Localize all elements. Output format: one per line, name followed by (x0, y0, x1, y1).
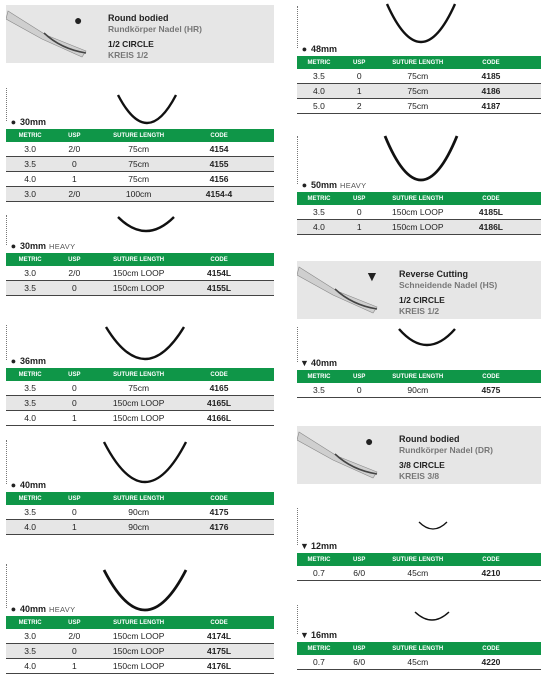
suture-length-cell: 150cm LOOP (392, 207, 444, 217)
product-code-cell: 4187 (481, 101, 501, 111)
spec-table-header (6, 492, 274, 505)
column-header-length: SUTURE LENGTH (392, 645, 444, 652)
metric-cell: 4.0 (313, 86, 325, 96)
spec-table (297, 56, 541, 114)
usp-cell: 0 (71, 507, 77, 517)
dotted-guide-line (297, 6, 298, 48)
dot-bullet-icon: ● (10, 241, 17, 251)
column-header-length: SUTURE LENGTH (392, 556, 444, 563)
metric-cell: 4.0 (313, 222, 325, 232)
table-row (297, 220, 541, 235)
column-header-metric: METRIC (18, 256, 42, 263)
column-header-metric: METRIC (18, 619, 42, 626)
needle-curve-drawing (113, 215, 179, 237)
product-code-cell: 4165 (209, 383, 229, 393)
suture-length-cell: 75cm (407, 86, 429, 96)
column-header-usp: USP (68, 619, 81, 626)
product-code-cell: 4155L (206, 283, 232, 293)
needle-size-value: 30mm (20, 241, 47, 251)
dot-bullet-icon: ● (10, 480, 17, 490)
metric-cell: 4.0 (24, 522, 37, 532)
column-header-metric: METRIC (307, 645, 331, 652)
table-row (297, 99, 541, 114)
metric-cell: 3.5 (24, 283, 37, 293)
metric-cell: 3.5 (24, 646, 37, 656)
spec-table (297, 370, 541, 398)
spec-table-header (297, 370, 541, 383)
table-row (297, 566, 541, 581)
needle-curve-drawing (414, 520, 452, 535)
dotted-guide-line (6, 564, 7, 608)
dot-bullet-icon: ● (301, 180, 308, 190)
table-row (6, 411, 274, 426)
spec-table-header (297, 642, 541, 655)
usp-cell: 6/0 (353, 568, 366, 578)
table-row (297, 69, 541, 84)
needle-curve-drawing (394, 327, 460, 351)
dotted-guide-line (297, 327, 298, 362)
table-row (297, 383, 541, 398)
product-code-cell: 4210 (481, 568, 501, 578)
metric-cell: 3.5 (24, 159, 37, 169)
table-row (6, 505, 274, 520)
suture-length-cell: 90cm (128, 507, 150, 517)
spec-table-header (6, 129, 274, 142)
table-row (6, 187, 274, 202)
needle-curve-drawing (382, 2, 460, 48)
needle-size-label (9, 356, 46, 366)
dotted-guide-line (297, 605, 298, 634)
column-header-metric: METRIC (18, 132, 42, 139)
column-header-code: CODE (210, 495, 228, 502)
column-header-usp: USP (68, 495, 81, 502)
column-header-code: CODE (482, 59, 500, 66)
reverse-cutting-icon: ▼ (365, 268, 379, 284)
needle-size-value: 48mm (311, 44, 338, 54)
table-row (297, 655, 541, 670)
triangle-bullet-icon: ▼ (300, 630, 309, 640)
column-header-length: SUTURE LENGTH (113, 256, 165, 263)
suture-length-cell: 150cm LOOP (112, 283, 165, 293)
curvature-label-de: KREIS 1/2 (108, 50, 149, 60)
metric-cell: 3.5 (313, 71, 325, 81)
usp-cell: 2/0 (68, 631, 81, 641)
suture-length-cell: 100cm (125, 189, 152, 199)
product-code-cell: 4186L (478, 222, 503, 232)
spec-table (297, 642, 541, 670)
metric-cell: 3.0 (24, 268, 37, 278)
needle-size-label (300, 630, 337, 640)
metric-cell: 4.0 (24, 174, 37, 184)
suture-length-cell: 90cm (407, 385, 429, 395)
dotted-guide-line (6, 440, 7, 484)
needle-type-title: Round bodied (108, 13, 169, 23)
spec-table-header (297, 192, 541, 205)
needle-size-value: 30mm (20, 117, 47, 127)
curvature-label: 1/2 CIRCLE (399, 295, 445, 305)
table-row (6, 172, 274, 187)
needle-type-subtitle: Rundkörper Nadel (HR) (108, 24, 202, 34)
needle-type-subtitle: Rundkörper Nadel (DR) (399, 445, 493, 455)
needle-size-label (9, 480, 46, 490)
suture-length-cell: 75cm (128, 174, 150, 184)
dot-bullet-icon: ● (10, 604, 17, 614)
spec-table (297, 553, 541, 581)
needle-curve-drawing (101, 325, 189, 365)
round-bodied-icon: ● (365, 433, 374, 449)
column-header-code: CODE (482, 373, 500, 380)
dotted-guide-line (6, 88, 7, 121)
dot-bullet-icon: ● (301, 44, 308, 54)
product-code-cell: 4175L (206, 646, 232, 656)
dot-bullet-icon: ● (10, 356, 17, 366)
column-header-length: SUTURE LENGTH (113, 495, 165, 502)
product-code-cell: 4166L (206, 413, 232, 423)
column-header-usp: USP (68, 132, 81, 139)
usp-cell: 1 (71, 522, 77, 532)
spec-table (6, 253, 274, 296)
needle-type-subtitle: Schneidende Nadel (HS) (399, 280, 498, 290)
column-header-metric: METRIC (18, 495, 42, 502)
metric-cell: 0.7 (313, 568, 325, 578)
needle-type-header (297, 426, 541, 484)
curvature-label-de: KREIS 1/2 (399, 306, 440, 316)
round-bodied-icon: ● (74, 12, 83, 28)
metric-cell: 4.0 (24, 413, 37, 423)
product-code-cell: 4156 (209, 174, 229, 184)
column-header-usp: USP (68, 371, 81, 378)
metric-cell: 3.5 (24, 398, 37, 408)
spec-table-header (297, 553, 541, 566)
column-header-usp: USP (353, 645, 366, 652)
usp-cell: 2/0 (68, 189, 81, 199)
usp-cell: 0 (71, 283, 77, 293)
metric-cell: 3.5 (313, 385, 325, 395)
table-row (6, 396, 274, 411)
table-row (6, 142, 274, 157)
needle-size-label (9, 241, 75, 251)
spec-table (6, 492, 274, 535)
metric-cell: 4.0 (24, 661, 37, 671)
usp-cell: 1 (356, 86, 362, 96)
suture-length-cell: 150cm LOOP (112, 398, 165, 408)
column-header-usp: USP (353, 59, 366, 66)
table-row (6, 659, 274, 674)
spec-table (6, 129, 274, 202)
needle-size-label (9, 604, 75, 614)
usp-cell: 2 (356, 101, 362, 111)
curvature-label: 3/8 CIRCLE (399, 460, 445, 470)
suture-length-cell: 45cm (407, 657, 429, 667)
suture-length-cell: 150cm LOOP (392, 222, 444, 232)
usp-cell: 1 (356, 222, 362, 232)
needle-size-label (9, 117, 46, 127)
suture-length-cell: 75cm (128, 144, 150, 154)
column-header-code: CODE (210, 256, 228, 263)
needle-type-header (6, 5, 274, 63)
needle-curve-drawing (113, 93, 181, 129)
needle-curve-drawing (410, 610, 454, 626)
needle-size-value: 36mm (20, 356, 47, 366)
heavy-label: HEAVY (49, 605, 76, 614)
needle-size-value: 50mm (311, 180, 338, 190)
spec-table-header (6, 616, 274, 629)
column-header-metric: METRIC (307, 373, 331, 380)
spec-table (6, 616, 274, 674)
column-header-usp: USP (353, 373, 366, 380)
needle-curve-drawing (380, 134, 462, 186)
needle-size-label (300, 180, 366, 190)
column-header-length: SUTURE LENGTH (113, 371, 165, 378)
column-header-length: SUTURE LENGTH (113, 619, 165, 626)
usp-cell: 0 (356, 71, 362, 81)
needle-size-value: 16mm (311, 630, 338, 640)
column-header-length: SUTURE LENGTH (113, 132, 165, 139)
metric-cell: 3.0 (24, 144, 37, 154)
spec-table-header (6, 253, 274, 266)
needle-size-value: 40mm (20, 480, 47, 490)
dotted-guide-line (297, 508, 298, 545)
spec-table (6, 368, 274, 426)
suture-length-cell: 75cm (128, 383, 150, 393)
needle-size-label (300, 44, 337, 54)
product-code-cell: 4186 (481, 86, 501, 96)
usp-cell: 6/0 (353, 657, 366, 667)
usp-cell: 0 (356, 207, 362, 217)
usp-cell: 1 (71, 661, 77, 671)
column-header-code: CODE (210, 132, 228, 139)
spec-table (297, 192, 541, 235)
column-header-code: CODE (482, 556, 500, 563)
product-code-cell: 4155 (209, 159, 229, 169)
table-row (6, 629, 274, 644)
needle-size-label (300, 358, 337, 368)
table-row (297, 205, 541, 220)
needle-type-title: Round bodied (399, 434, 460, 444)
suture-length-cell: 45cm (407, 568, 429, 578)
suture-length-cell: 150cm LOOP (112, 631, 165, 641)
table-row (6, 520, 274, 535)
product-code-cell: 4174L (206, 631, 232, 641)
product-code-cell: 4176 (209, 522, 229, 532)
product-code-cell: 4185 (481, 71, 501, 81)
product-code-cell: 4176L (206, 661, 232, 671)
needle-size-value: 40mm (20, 604, 47, 614)
suture-length-cell: 90cm (128, 522, 150, 532)
suture-length-cell: 75cm (407, 71, 429, 81)
dotted-guide-line (297, 136, 298, 184)
triangle-bullet-icon: ▼ (300, 541, 309, 551)
spec-table-header (297, 56, 541, 69)
table-row (6, 644, 274, 659)
column-header-metric: METRIC (18, 371, 42, 378)
column-header-length: SUTURE LENGTH (392, 59, 444, 66)
metric-cell: 3.0 (24, 189, 37, 199)
metric-cell: 3.5 (24, 383, 37, 393)
table-row (6, 381, 274, 396)
table-row (6, 157, 274, 172)
heavy-label: HEAVY (340, 181, 367, 190)
usp-cell: 2/0 (68, 268, 81, 278)
column-header-metric: METRIC (307, 195, 331, 202)
column-header-length: SUTURE LENGTH (392, 195, 444, 202)
column-header-code: CODE (210, 619, 228, 626)
suture-length-cell: 150cm LOOP (112, 413, 165, 423)
table-row (6, 281, 274, 296)
metric-cell: 5.0 (313, 101, 325, 111)
suture-length-cell: 150cm LOOP (112, 661, 165, 671)
metric-cell: 3.5 (24, 507, 37, 517)
dot-bullet-icon: ● (10, 117, 17, 127)
usp-cell: 2/0 (68, 144, 81, 154)
column-header-code: CODE (482, 195, 500, 202)
curvature-label: 1/2 CIRCLE (108, 39, 154, 49)
column-header-usp: USP (353, 195, 366, 202)
usp-cell: 0 (71, 646, 77, 656)
suture-length-cell: 75cm (128, 159, 150, 169)
needle-curve-drawing (99, 440, 191, 488)
product-code-cell: 4185L (478, 207, 503, 217)
suture-length-cell: 150cm LOOP (112, 268, 165, 278)
needle-size-value: 12mm (311, 541, 338, 551)
needle-size-label (300, 541, 337, 551)
suture-length-cell: 75cm (407, 101, 429, 111)
metric-cell: 0.7 (313, 657, 325, 667)
needle-type-header (297, 261, 541, 319)
curvature-label-de: KREIS 3/8 (399, 471, 440, 481)
usp-cell: 1 (71, 413, 77, 423)
metric-cell: 3.0 (24, 631, 37, 641)
needle-type-title: Reverse Cutting (399, 269, 469, 279)
needle-size-value: 40mm (311, 358, 338, 368)
column-header-usp: USP (353, 556, 366, 563)
product-code-cell: 4220 (481, 657, 501, 667)
dotted-guide-line (6, 215, 7, 245)
table-row (297, 84, 541, 99)
column-header-metric: METRIC (307, 556, 331, 563)
metric-cell: 3.5 (313, 207, 325, 217)
column-header-length: SUTURE LENGTH (392, 373, 444, 380)
usp-cell: 1 (71, 174, 77, 184)
needle-curve-drawing (99, 568, 191, 616)
dotted-guide-line (6, 325, 7, 360)
usp-cell: 0 (356, 385, 362, 395)
usp-cell: 0 (71, 159, 77, 169)
product-code-cell: 4165L (206, 398, 232, 408)
product-code-cell: 4154 (209, 144, 229, 154)
usp-cell: 0 (71, 383, 77, 393)
column-header-code: CODE (482, 645, 500, 652)
usp-cell: 0 (71, 398, 77, 408)
product-code-cell: 4575 (481, 385, 501, 395)
product-code-cell: 4154L (206, 268, 232, 278)
column-header-code: CODE (210, 371, 228, 378)
column-header-usp: USP (68, 256, 81, 263)
triangle-bullet-icon: ▼ (300, 358, 309, 368)
product-code-cell: 4175 (209, 507, 229, 517)
spec-table-header (6, 368, 274, 381)
product-code-cell: 4154-4 (205, 189, 233, 199)
heavy-label: HEAVY (49, 242, 76, 251)
column-header-metric: METRIC (307, 59, 331, 66)
needle-illustration (6, 5, 96, 63)
needle-illustration (297, 426, 387, 484)
suture-length-cell: 150cm LOOP (112, 646, 165, 656)
table-row (6, 266, 274, 281)
